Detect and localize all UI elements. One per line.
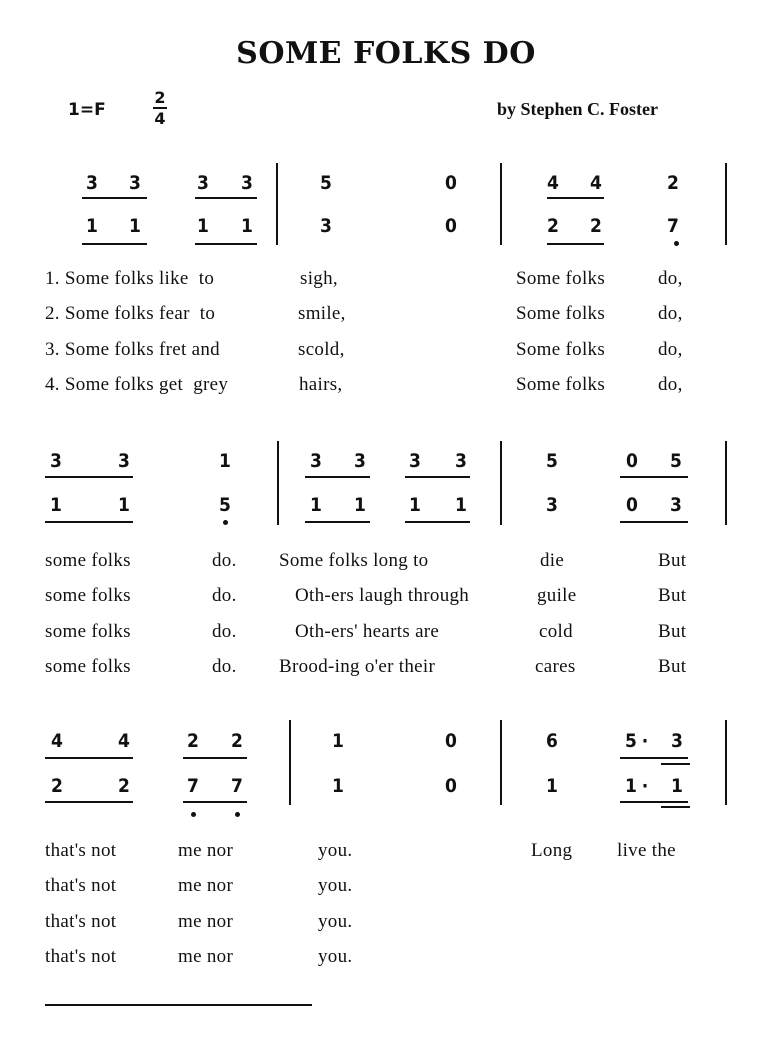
harmony-note: 7 [187,775,199,797]
harmony-note: 1 [310,494,322,516]
melody-note: 3 [455,450,467,472]
lyric-text: But [658,550,687,571]
lyric-text: that's not [45,945,117,967]
melody-note: 4 [118,730,130,752]
harmony-note: 1 [625,775,637,797]
melody-note: · [641,730,649,752]
lyric-text: you. [318,840,353,861]
beam-underline [183,801,247,803]
lyric-text: do, [658,338,683,360]
lyric-text: do. [212,550,237,571]
beam-underline [661,806,690,808]
beam-underline [195,197,257,199]
harmony-note: 1 [241,215,253,237]
key-signature: 1=F [68,100,106,120]
harmony-note: 0 [445,215,457,237]
barline [277,441,279,525]
lyric-text: scold, [298,338,345,360]
octave-dot [235,812,240,817]
harmony-note: 1 [354,494,366,516]
time-denominator: 4 [154,109,166,128]
melody-note: 3 [354,450,366,472]
melody-note: 2 [231,730,243,752]
lyric-text: that's not [45,910,117,932]
beam-underline [405,521,470,523]
melody-note: 0 [626,450,638,472]
barline [500,441,502,525]
barline [500,163,502,245]
lyric-text: Brood-ing o'er their [279,655,436,677]
melody-note: 3 [409,450,421,472]
lyric-text: But [658,620,687,642]
lyric-text: some folks [45,585,131,607]
melody-note: 3 [50,450,62,472]
lyric-text: Some folks long to [279,550,429,571]
melody-note: 3 [86,172,98,194]
time-numerator: 2 [154,88,166,107]
harmony-note: 7 [667,215,679,237]
lyric-text: do. [212,620,237,642]
harmony-note: 2 [547,215,559,237]
melody-note: 3 [118,450,130,472]
lyric-text: me nor [178,875,234,897]
lyric-text: you. [318,910,353,932]
beam-underline [620,476,688,478]
beam-underline [45,801,133,803]
harmony-note: · [641,775,649,797]
composer-credit: by Stephen C. Foster [497,99,658,119]
barline [289,720,291,805]
lyric-text: do, [658,373,683,395]
barline [276,163,278,245]
lyric-text: 2. Some folks fear to [45,303,216,325]
melody-note: 3 [310,450,322,472]
beam-underline [620,801,688,803]
lyric-text: you. [318,945,353,967]
melody-note: 4 [51,730,63,752]
harmony-note: 0 [626,494,638,516]
lyric-text: Oth-ers laugh through [295,585,470,607]
footer-rule [45,1004,312,1006]
melody-note: 2 [187,730,199,752]
lyric-text: 4. Some folks get grey [45,373,229,395]
beam-underline [45,521,133,523]
harmony-note: 1 [455,494,467,516]
lyric-text: 3. Some folks fret and [45,338,220,360]
lyric-text: some folks [45,620,131,642]
melody-note: 5 [625,730,637,752]
lyric-text: some folks [45,655,131,677]
barline [725,441,727,525]
lyric-text: But [658,585,687,607]
melody-note: 4 [590,172,602,194]
harmony-note: 1 [409,494,421,516]
melody-note: 6 [546,730,558,752]
harmony-note: 7 [231,775,243,797]
melody-note: 0 [445,172,457,194]
octave-dot [191,812,196,817]
melody-note: 3 [671,730,683,752]
harmony-note: 2 [51,775,63,797]
octave-dot [223,520,228,525]
beam-underline [620,521,688,523]
melody-note: 0 [445,730,457,752]
melody-note: 2 [667,172,679,194]
time-signature [152,88,168,128]
lyric-text: Some folks [516,373,606,395]
beam-underline [45,757,133,759]
lyric-text: 1. Some folks like to [45,268,215,289]
harmony-note: 5 [219,494,231,516]
harmony-note: 1 [671,775,683,797]
barline [725,720,727,805]
harmony-note: 3 [670,494,682,516]
lyric-text: die [540,550,565,571]
beam-underline [82,243,147,245]
lyric-text: me nor [178,910,234,932]
beam-underline [661,763,690,765]
lyric-text: hairs, [299,373,343,395]
melody-note: 5 [670,450,682,472]
harmony-note: 2 [590,215,602,237]
lyric-text: do, [658,303,683,325]
harmony-note: 2 [118,775,130,797]
melody-note: 5 [546,450,558,472]
harmony-note: 3 [546,494,558,516]
lyric-text: sigh, [300,268,338,289]
lyric-text: that's not [45,875,117,897]
melody-note: 3 [241,172,253,194]
lyric-text: guile [537,585,577,607]
lyric-text: live the [617,840,676,861]
melody-note: 1 [332,730,344,752]
beam-underline [195,243,257,245]
harmony-note: 1 [332,775,344,797]
lyric-text: cares [535,655,576,677]
lyric-text: me nor [178,945,234,967]
melody-note: 4 [547,172,559,194]
octave-dot [674,241,679,246]
melody-note: 3 [197,172,209,194]
lyric-text: Oth-ers' hearts are [295,620,440,642]
beam-underline [183,757,247,759]
lyric-text: Some folks [516,338,606,360]
lyric-text: that's not [45,840,117,861]
barline [725,163,727,245]
harmony-note: 1 [86,215,98,237]
beam-underline [405,476,470,478]
lyric-text: Long [531,840,573,861]
lyric-text: you. [318,875,353,897]
lyric-text: do, [658,268,683,289]
beam-underline [620,757,688,759]
melody-note: 3 [129,172,141,194]
lyric-text: some folks [45,550,131,571]
song-title: SOME FOLKS DO [236,36,536,71]
beam-underline [305,476,370,478]
beam-underline [305,521,370,523]
melody-note: 5 [320,172,332,194]
lyric-text: Some folks [516,268,606,289]
lyric-text: do. [212,585,237,607]
barline [500,720,502,805]
melody-note: 1 [219,450,231,472]
harmony-note: 1 [50,494,62,516]
lyric-text: But [658,655,687,677]
harmony-note: 1 [197,215,209,237]
lyric-text: cold [539,620,573,642]
lyric-text: smile, [298,303,346,325]
beam-underline [547,243,604,245]
harmony-note: 1 [118,494,130,516]
lyric-text: me nor [178,840,234,861]
lyric-text: do. [212,655,237,677]
beam-underline [547,197,604,199]
beam-underline [45,476,133,478]
beam-underline [82,197,147,199]
harmony-note: 3 [320,215,332,237]
harmony-note: 0 [445,775,457,797]
harmony-note: 1 [129,215,141,237]
harmony-note: 1 [546,775,558,797]
lyric-text: Some folks [516,303,606,325]
